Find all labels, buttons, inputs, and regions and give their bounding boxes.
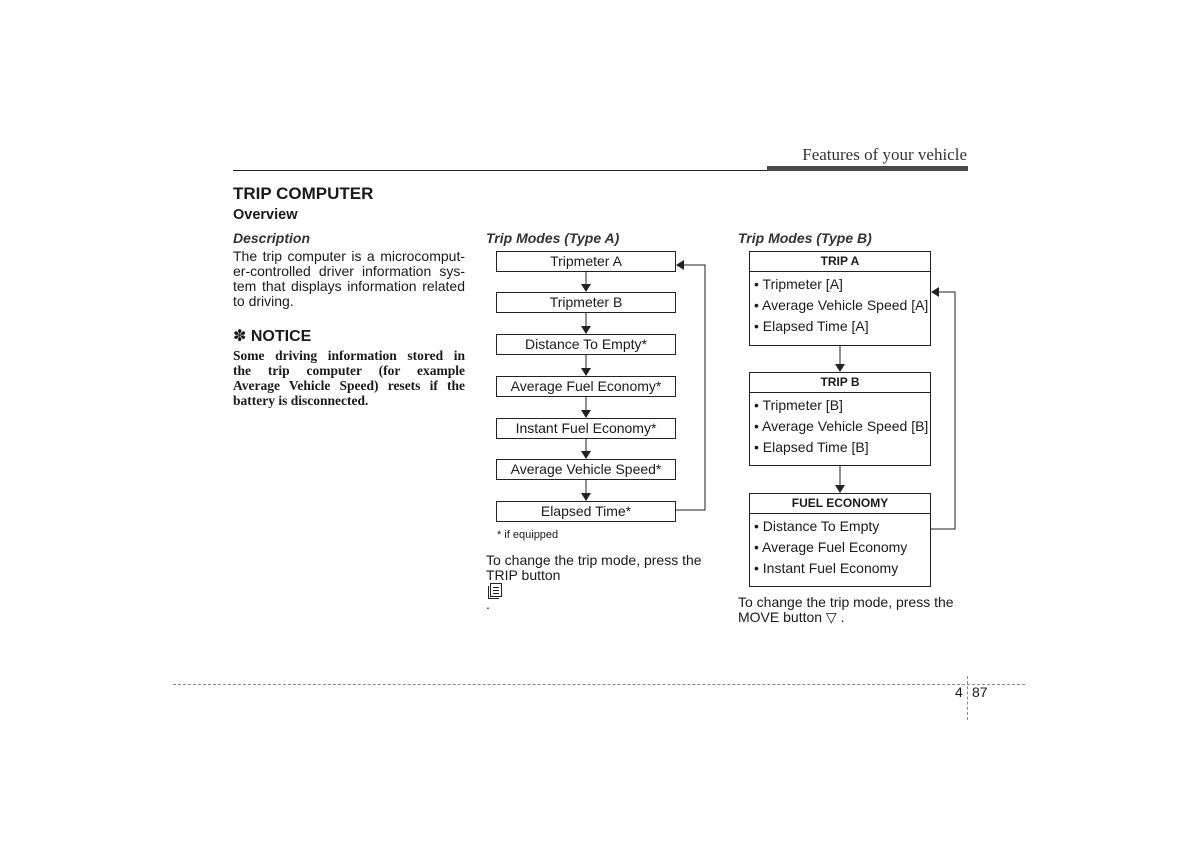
instruction-line: To change the trip mode, press the [738,594,954,610]
group-title: FUEL ECONOMY [750,494,930,514]
group-item: • Distance To Empty [754,518,880,534]
description-line: to driving. [233,293,294,309]
footnote: * if equipped [497,529,559,541]
running-header: Features of your vehicle [802,145,967,164]
description-line: er-controlled driver information sys- [233,263,465,279]
mode-box-average-vehicle-speed: Average Vehicle Speed* [496,459,676,480]
group-item: • Instant Fuel Economy [754,560,899,576]
mode-box-instant-fuel-economy: Instant Fuel Economy* [496,418,676,439]
notice-line: the trip computer (for example [233,363,465,378]
instruction-period: . [486,596,490,612]
notice-line: battery is disconnected. [233,393,369,408]
group-title: TRIP A [750,252,930,272]
group-item: • Average Vehicle Speed [B] [754,418,929,434]
type-a-heading: Trip Modes (Type A) [486,230,620,246]
page-divider [967,676,968,720]
group-item: • Elapsed Time [A] [754,318,869,334]
section-subtitle: Overview [233,207,298,223]
mode-box-tripmeter-a: Tripmeter A [496,251,676,272]
section-title: TRIP COMPUTER [233,184,374,203]
mode-box-elapsed-time: Elapsed Time* [496,501,676,522]
mode-box-distance-to-empty: Distance To Empty* [496,334,676,355]
mode-box-average-fuel-economy: Average Fuel Economy* [496,376,676,397]
group-title: TRIP B [750,373,930,393]
loop-arrow-b [931,292,955,529]
description-line: tem that displays information related [233,278,465,294]
page-number: 87 [972,684,988,700]
group-item: • Tripmeter [B] [754,397,843,413]
notice-line: Average Vehicle Speed) resets if the [233,378,465,393]
type-b-heading: Trip Modes (Type B) [738,230,872,246]
notice-line: Some driving information stored in [233,348,465,363]
chapter-number: 4 [955,684,963,700]
group-item: • Average Fuel Economy [754,539,908,555]
instruction-line: To change the trip mode, press the [486,552,702,568]
description-heading: Description [233,230,311,246]
group-item: • Elapsed Time [B] [754,439,869,455]
description-line: The trip computer is a microcomput- [233,248,465,264]
footer-rule [173,684,1025,685]
instruction-text: TRIP button [486,567,561,583]
instruction-line: MOVE button ▽ . [738,609,845,625]
group-item: • Tripmeter [A] [754,276,843,292]
group-item: • Average Vehicle Speed [A] [754,297,929,313]
notice-heading: ✽ NOTICE [233,328,312,345]
mode-box-tripmeter-b: Tripmeter B [496,292,676,313]
loop-arrow-a [676,265,705,510]
